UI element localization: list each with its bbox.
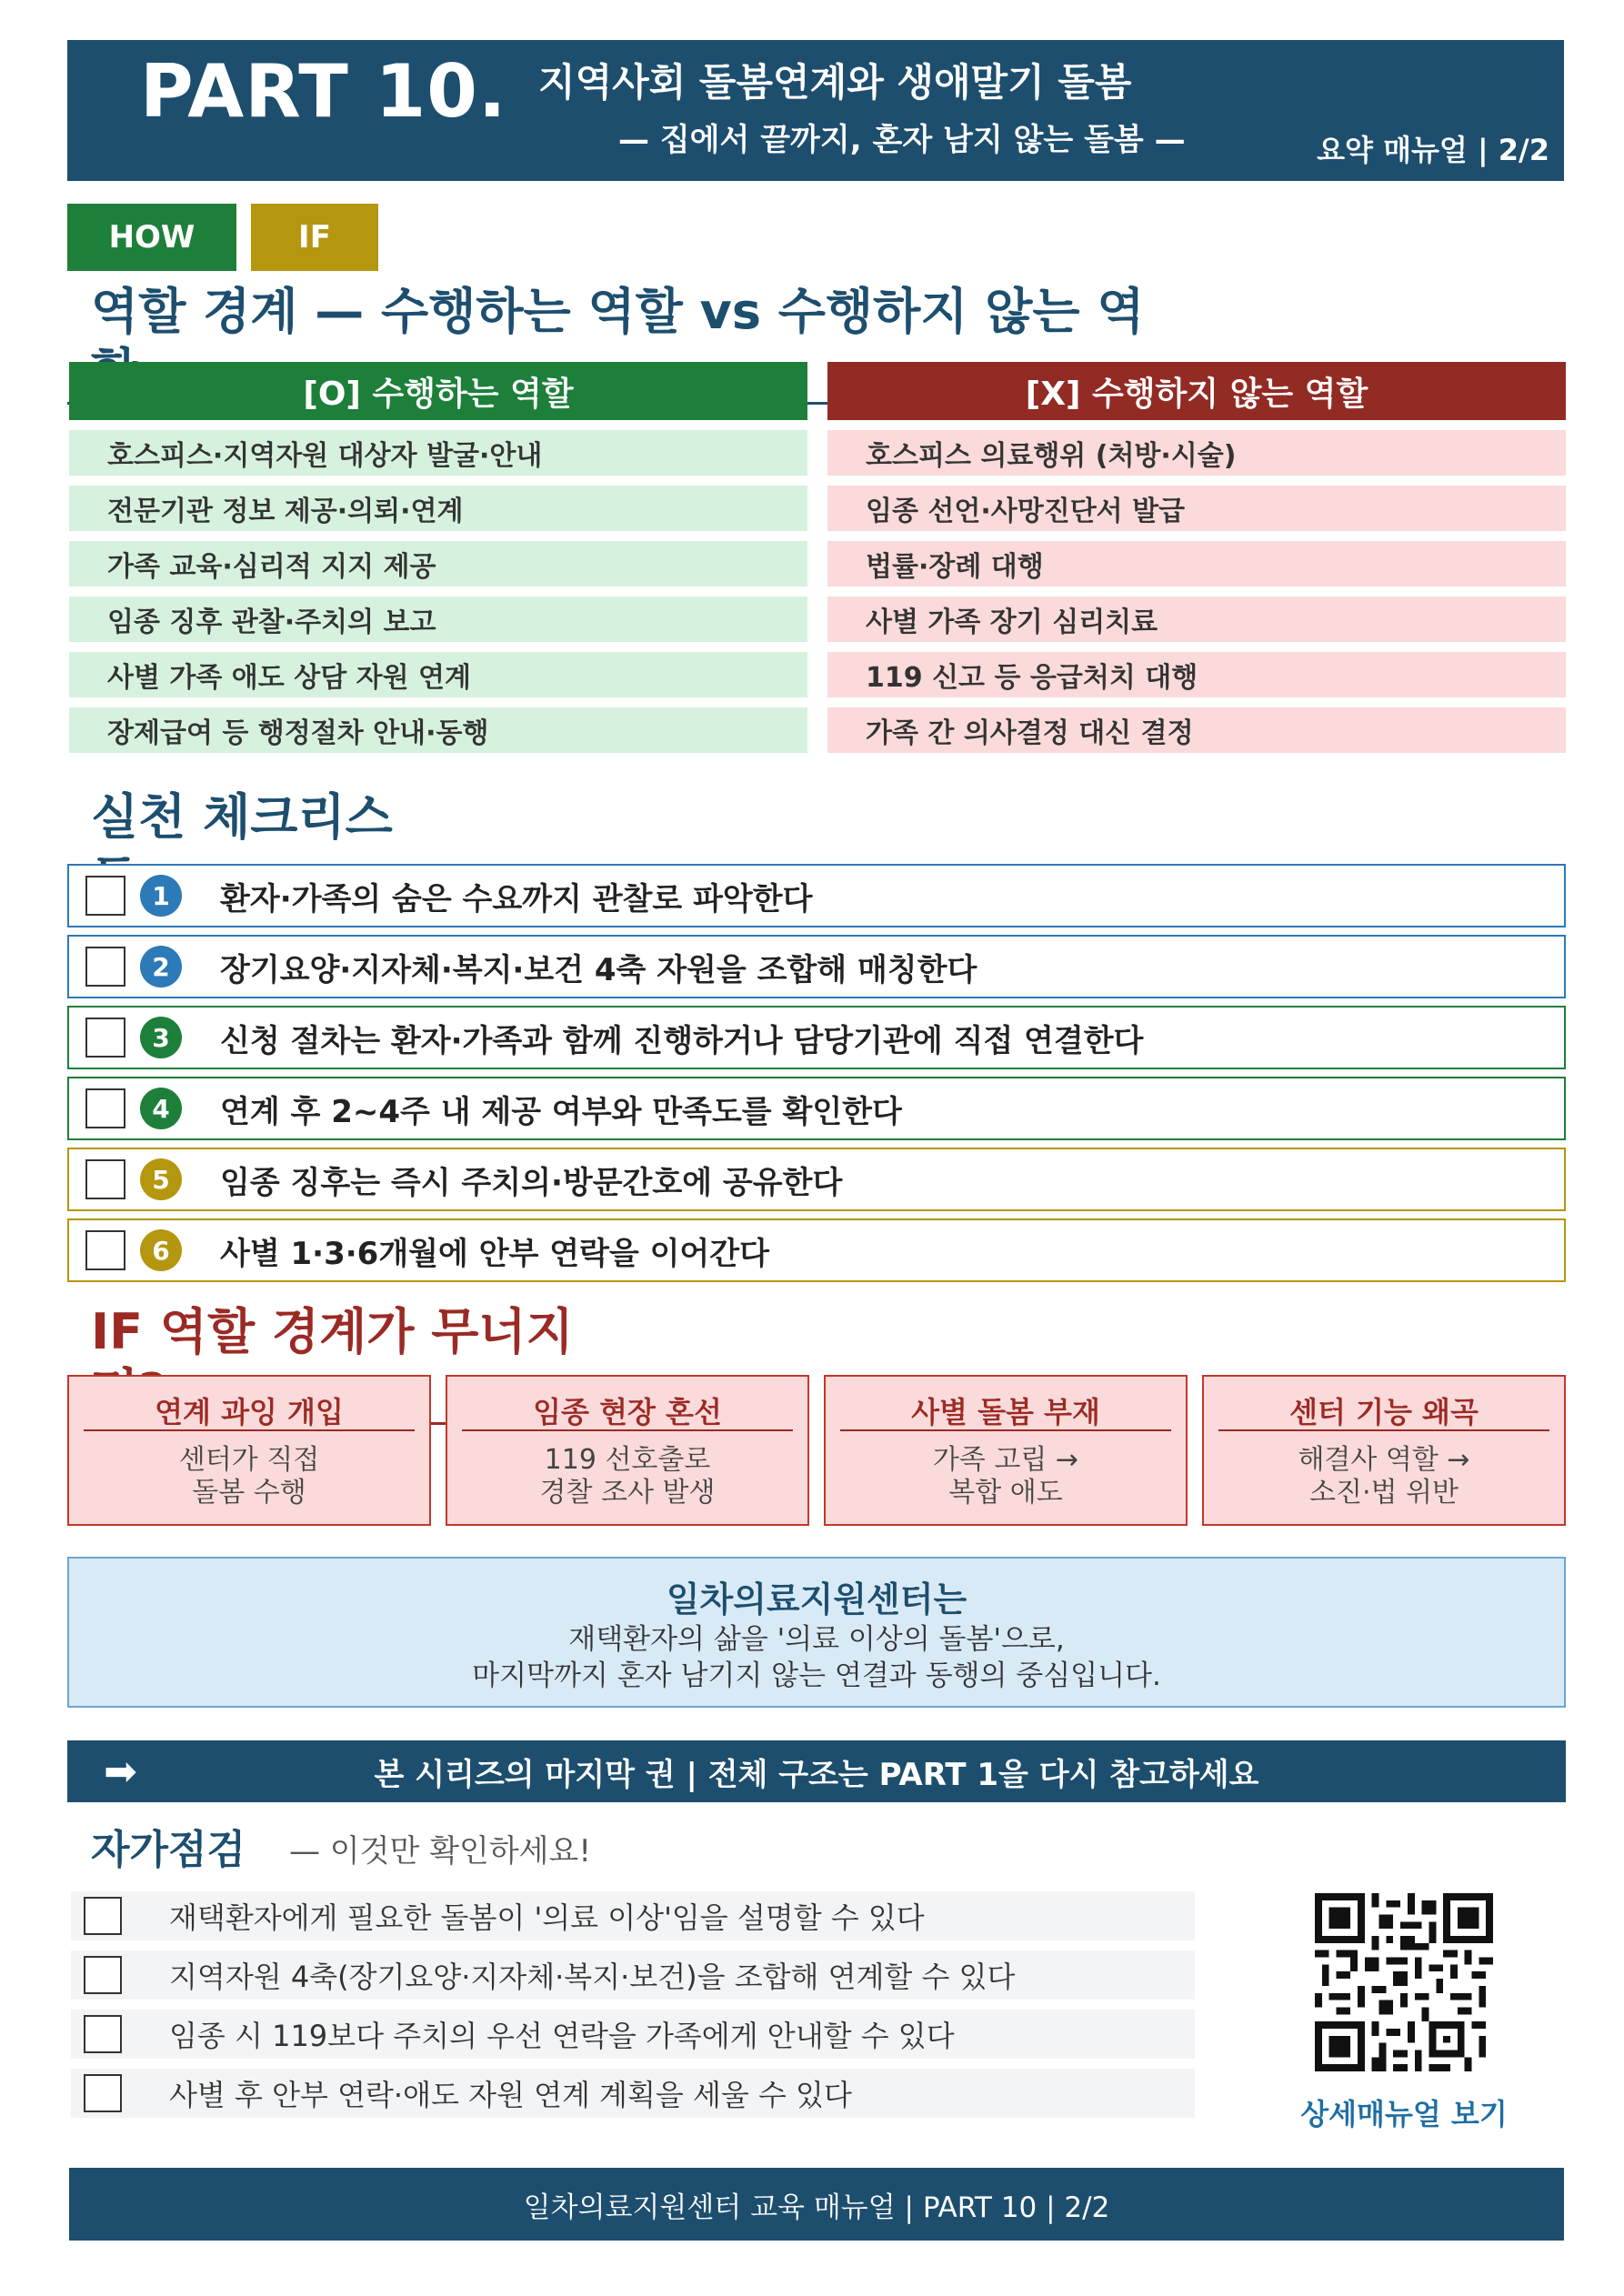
self-check-text: 사별 후 안부 연락·애도 자원 연계 계획을 세울 수 있다 [169,2078,852,2112]
checkbox[interactable] [85,1088,125,1128]
do-roles-header: [O] 수행하는 역할 [69,362,807,420]
checklist-row [67,1148,1566,1211]
arrow-right-icon: ➡ [104,1748,137,1795]
do-role-item: 사별 가족 애도 상담 자원 연계 [69,652,807,697]
self-check-row [71,2010,1195,2059]
checklist-text: 신청 절차는 환자·가족과 함께 진행하거나 담당기관에 직접 연결한다 [220,1022,1144,1059]
step-number-badge: 2 [140,946,182,988]
risk-title: 임종 현장 혼선 [533,1395,722,1429]
divider [84,1429,415,1431]
checklist-row [67,1077,1566,1140]
info-text-line: 마지막까지 혼자 남기지 않는 연결과 동행의 중심입니다. [472,1659,1161,1692]
risk-card [1202,1375,1566,1526]
roles-section-title: 역할 경계 — 수행하는 역할 vs 수행하지 않는 역 [67,282,1173,405]
self-check-title: 자가점검 [91,1827,246,1873]
checklist-title: 실천 체크리스 [67,787,427,910]
self-check-subtitle: — 이것만 확인하세요! [289,1833,591,1870]
dont-role-item: 임종 선언·사망진단서 발급 [827,486,1566,531]
step-number-badge: 3 [140,1017,182,1058]
checkbox[interactable] [85,1159,125,1199]
dont-roles-header: [X] 수행하지 않는 역할 [827,362,1566,420]
checklist-row [67,864,1566,927]
divider [462,1429,793,1431]
risk-description: 가족 고립 → 복합 애도 [932,1444,1079,1509]
checkbox[interactable] [85,947,125,987]
center-info-box [67,1557,1566,1708]
banner-text: 본 시리즈의 마지막 권 | 전체 구조는 PART 1을 다시 참고하세요 [374,1756,1259,1793]
checkbox[interactable] [85,1230,125,1270]
self-check-text: 재택환자에게 필요한 돌봄이 '의료 이상'임을 설명할 수 있다 [169,1900,925,1935]
step-number-badge: 1 [140,875,182,917]
do-roles-column [69,362,807,753]
do-role-item: 가족 교육·심리적 지지 제공 [69,541,807,587]
checkbox[interactable] [85,876,125,916]
self-check-row [71,1891,1195,1940]
checklist-text: 사별 1·3·6개월에 안부 연락을 이어간다 [220,1235,769,1272]
tag-if: IF [251,204,378,271]
series-banner [67,1740,1566,1802]
checkbox[interactable] [84,2074,122,2112]
qr-label-link[interactable]: 상세매뉴얼 보기 [1300,2097,1508,2131]
do-role-item: 전문기관 정보 제공·의뢰·연계 [69,486,807,531]
risk-card [446,1375,809,1526]
qr-code-icon[interactable] [1315,1893,1493,2071]
risk-title: 센터 기능 왜곡 [1289,1395,1479,1429]
do-role-item: 장제급여 등 행정절차 안내·동행 [69,707,807,753]
checkbox[interactable] [84,1956,122,1994]
checkbox[interactable] [85,1018,125,1058]
do-role-item: 호스피스·지역자원 대상자 발굴·안내 [69,430,807,476]
risk-title: 연계 과잉 개입 [155,1395,344,1429]
dont-role-item: 호스피스 의료행위 (처방·시술) [827,430,1566,476]
divider [1218,1429,1549,1431]
header-banner [67,40,1564,181]
part-number: PART 10. [140,49,507,134]
checklist-text: 장기요양·지자체·복지·보건 4축 자원을 조합해 매칭한다 [220,951,977,988]
checklist-row [67,1218,1566,1282]
checkbox[interactable] [84,1897,122,1935]
risk-description: 해결사 역할 → 소진·법 위반 [1298,1444,1470,1509]
dont-role-item: 사별 가족 장기 심리치료 [827,597,1566,642]
info-title: 일차의료지원센터는 [666,1579,967,1619]
dont-roles-column [827,362,1566,753]
risk-card [824,1375,1188,1526]
self-check-row [71,1950,1195,2000]
step-number-badge: 6 [140,1229,182,1271]
checklist-row [67,935,1566,998]
risk-description: 119 선호출로 경찰 조사 발생 [539,1444,716,1509]
do-role-item: 임종 징후 관찰·주치의 보고 [69,597,807,642]
page-badge: 요약 매뉴얼 | 2/2 [1317,133,1549,167]
checklist-text: 환자·가족의 숨은 수요까지 관찰로 파악한다 [220,880,813,917]
dont-role-item: 법률·장례 대행 [827,541,1566,587]
tag-how: HOW [67,204,236,271]
page-subtitle: — 집에서 끝까지, 혼자 남지 않는 돌봄 — [618,122,1186,158]
page-title: 지역사회 돌봄연계와 생애말기 돌봄 [538,60,1132,105]
risk-card [67,1375,431,1526]
self-check-row [71,2069,1195,2118]
if-section-title: IF 역할 경계가 무너지 [67,1302,631,1425]
risk-title: 사별 돌봄 부재 [911,1395,1100,1429]
checklist-text: 임종 징후는 즉시 주치의·방문간호에 공유한다 [220,1164,843,1201]
info-text-line: 재택환자의 삶을 '의료 이상의 돌봄'으로, [568,1623,1065,1656]
checkbox[interactable] [84,2015,122,2053]
dont-role-item: 119 신고 등 응급처치 대행 [827,652,1566,697]
self-check-text: 임종 시 119보다 주치의 우선 연락을 가족에게 안내할 수 있다 [169,2019,955,2053]
dont-role-item: 가족 간 의사결정 대신 결정 [827,707,1566,753]
self-check-text: 지역자원 4축(장기요양·지자체·복지·보건)을 조합해 연계할 수 있다 [169,1960,1016,1994]
divider [840,1429,1171,1431]
checklist-text: 연계 후 2~4주 내 제공 여부와 만족도를 확인한다 [220,1093,902,1130]
step-number-badge: 4 [140,1088,182,1129]
checklist-row [67,1006,1566,1069]
footer: 일차의료지원센터 교육 매뉴얼 | PART 10 | 2/2 [69,2168,1564,2241]
step-number-badge: 5 [140,1158,182,1200]
risk-description: 센터가 직접 돌봄 수행 [178,1444,320,1509]
